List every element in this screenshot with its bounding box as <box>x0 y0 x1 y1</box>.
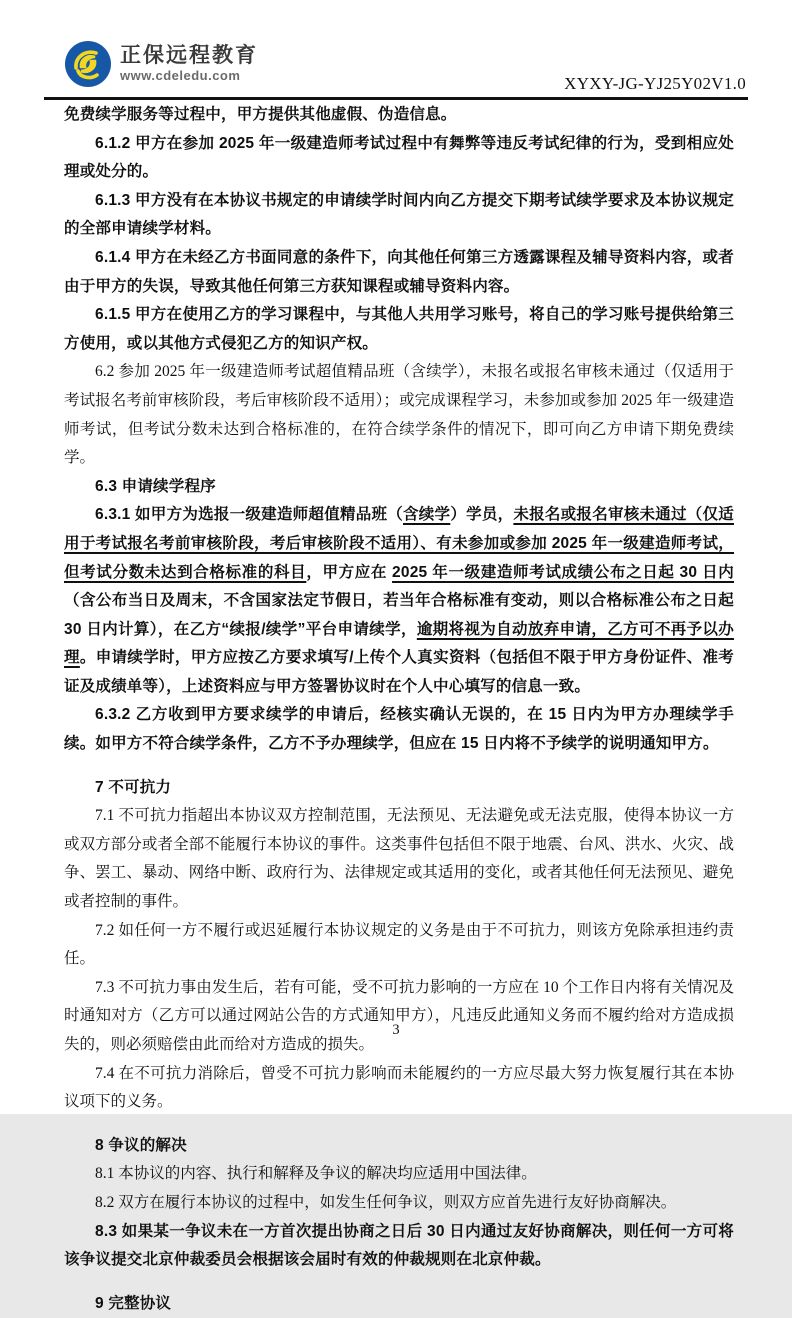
text-run: 6.1.5 甲方在使用乙方的学习课程中，与其他人共用学习账号，将自己的学习账号提供给第三方使用，或以其他方式侵犯乙方的知识产权。 <box>64 306 734 352</box>
text-run: 7.1 不可抗力指超出本协议双方控制范围，无法预见、无法避免或无法克服，使得本协议一方或双方部分或者全部不能履行本协议的事件。这类事件包括但不限于地震、台风、洪水、火灾、战争、罢工、暴动、网络中断、政府行为、法律规定或其适用的变化，或者其他任何无法预见、避免或者控制的事件。 <box>64 807 734 911</box>
paragraph-p-8-3 <box>64 1218 734 1275</box>
paragraph-p-6-3-1 <box>64 501 734 701</box>
text-run: ）学员， <box>450 506 514 524</box>
section-heading-h-8 <box>64 1132 734 1161</box>
text-run: 8.1 本协议的内容、执行和解释及争议的解决均应适用中国法律。 <box>95 1165 537 1183</box>
text-run: 6.3.2 乙方收到甲方要求续学的申请后，经核实确认无误的，在 15 日内为甲方办理续学手续。如甲方不符合续学条件，乙方不予办理续学，但应在 15 日内将不予续学的说明通知甲方。 <box>64 706 734 753</box>
brand-text <box>120 44 258 83</box>
paragraph-p-6-1-4 <box>64 244 734 301</box>
text-run: 7 不可抗力 <box>95 778 172 796</box>
text-run: 7.4 在不可抗力消除后，曾受不可抗力影响而未能履约的一方应尽最大努力恢复履行其在本协议项下的义务。 <box>64 1064 734 1111</box>
text-run: 6.1.4 甲方在未经乙方书面同意的条件下，向其他任何第三方透露课程及辅导资料内容，或者由于甲方的失误，导致其他任何第三方获知课程或辅导资料内容。 <box>64 248 734 295</box>
underlined-run: 2025 年一级建造师考试成绩公布之日起 30 日内 <box>392 563 734 581</box>
paragraph-p-6-1-2 <box>64 130 734 187</box>
document-code: XYXY-JG-YJ25Y02V1.0 <box>564 74 746 93</box>
text-run: 6.2 参加 2025 年一级建造师考试超值精品班（含续学），未报名或报名审核未通过（仅适用于考试报名考前审核阶段，考后审核阶段不适用）；或完成课程学习，未参加或参加 2025 年一级建造师考试，但考试分数未达到合格标准的，在符合续学条件的情况下，即可向乙方申请下期免费续学。 <box>64 363 734 467</box>
text-run: 6.1.3 甲方没有在本协议书规定的申请续学时间内向乙方提交下期考试续学要求及本协议规定的全部申请续学材料。 <box>64 191 734 238</box>
brand-logo <box>64 40 258 88</box>
page-header <box>44 0 748 100</box>
text-run: 6.3.1 如甲方为选报一级建造师超值精品班（ <box>95 506 404 524</box>
section-heading-h-9 <box>64 1290 734 1318</box>
text-run: 9 完整协议 <box>95 1294 172 1312</box>
paragraph-p-7-2 <box>64 917 734 974</box>
text-run: ，甲方应在 <box>306 563 393 581</box>
underlined-run: 未报名或报名审核未通过（仅适用于考试报名考前审核阶段，考后审核阶段不适用）、有未参加或参加 2025 年一级建造师考试，但考试分数未达到合格标准的科目 <box>64 506 734 581</box>
paragraph-p-6-1-1-cont <box>64 101 734 130</box>
paragraph-p-7-4 <box>64 1060 734 1117</box>
text-run: 8.2 双方在履行本协议的过程中，如发生任何争议，则双方应首先进行友好协商解决。 <box>95 1193 677 1211</box>
text-run: 8 争议的解决 <box>95 1136 187 1154</box>
brand-url: www.cdeledu.com <box>120 68 241 84</box>
underlined-run: 逾期将视为自动放弃申请，乙方可不再予以办理 <box>64 620 734 667</box>
paragraph-p-7-3 <box>64 974 734 1060</box>
section-heading-h-7 <box>64 774 734 803</box>
paragraph-p-8-2 <box>64 1189 734 1218</box>
document-body <box>64 101 734 1318</box>
text-run: （含公布当日及周末，不含国家法定节假日，若当年合格标准有变动，则以合格标准公布之日起 30 日内计算），在乙方“续报/续学”平台申请续学， <box>64 592 734 638</box>
section-heading-h-6-3 <box>64 473 734 502</box>
paragraph-p-6-3-2 <box>64 701 734 758</box>
text-run: 7.3 不可抗力事由发生后，若有可能，受不可抗力影响的一方应在 10 个工作日内将有关情况及时通知对方（乙方可以通过网站公告的方式通知甲方），凡违反此通知义务而不履约给对方造成损失的，则必须赔偿由此而给对方造成的损失。 <box>64 978 734 1053</box>
page-number: 3 <box>392 1022 400 1038</box>
text-run: 。申请续学时，甲方应按乙方要求填写/上传个人真实资料（包括但不限于甲方身份证件、准考证及成绩单等），上述资料应与甲方签署协议时在个人中心填写的信息一致。 <box>64 649 735 695</box>
text-run: 6.1.2 甲方在参加 2025 年一级建造师考试过程中有舞弊等违反考试纪律的行为，受到相应处理或处分的。 <box>64 134 734 181</box>
paragraph-p-7-1 <box>64 802 734 916</box>
text-run: 8.3 如果某一争议未在一方首次提出协商之日后 30 日内通过友好协商解决，则任何一方可将该争议提交北京仲裁委员会根据该会届时有效的仲裁规则在北京仲裁。 <box>64 1222 734 1269</box>
text-run: 7.2 如任何一方不履行或迟延履行本协议规定的义务是由于不可抗力，则该方免除承担违约责任。 <box>64 921 734 968</box>
paragraph-p-6-1-5 <box>64 301 734 358</box>
brand-name: 正保远程教育 <box>120 44 258 68</box>
text-run: 6.3 申请续学程序 <box>95 477 216 495</box>
paragraph-p-6-2 <box>64 358 734 472</box>
swirl-globe-icon <box>64 40 112 88</box>
underlined-run: 含续学 <box>403 506 451 524</box>
paragraph-p-8-1 <box>64 1160 734 1189</box>
text-run: 免费续学服务等过程中，甲方提供其他虚假、伪造信息。 <box>64 106 457 123</box>
paragraph-p-6-1-3 <box>64 187 734 244</box>
